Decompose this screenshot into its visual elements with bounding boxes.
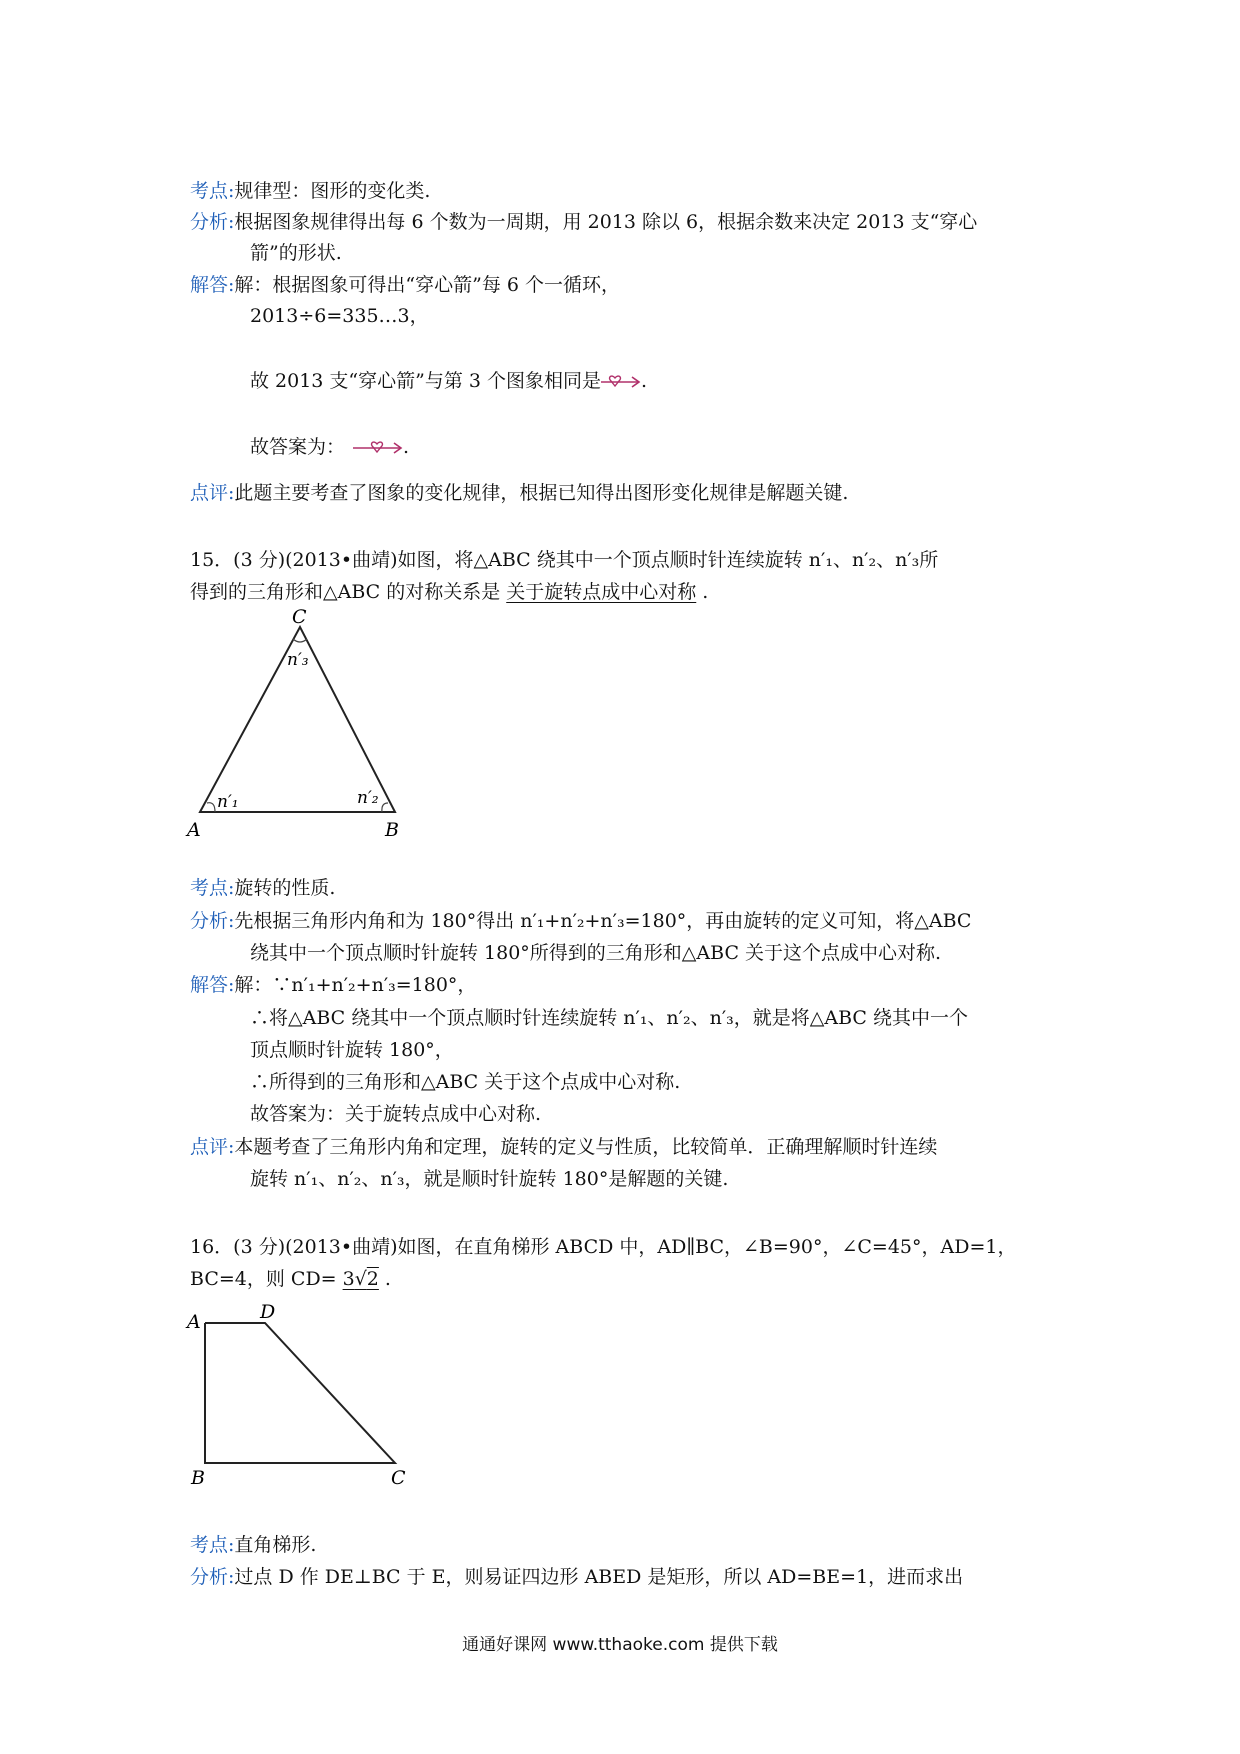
p15-jieda-line2: ∴将△ABC 绕其中一个顶点顺时针连续旋转 n′₁、n′₂、n′₃，就是将△ABC 绕其中一个 — [250, 1007, 968, 1029]
p16-fenxi — [190, 1562, 963, 1592]
dianping-text: 此题主要考查了图象的变化规律，根据已知得出图形变化规律是解题关键. — [234, 482, 849, 504]
p15-jieda-line5: 故答案为：关于旋转点成中心对称. — [250, 1103, 542, 1125]
p15-fenxi-line2: 绕其中一个顶点顺时针旋转 180°所得到的三角形和△ABC 关于这个点成中心对称. — [250, 942, 942, 964]
p16-question-line1: 16．(3 分)(2013•曲靖)如图，在直角梯形 ABCD 中，AD∥BC，∠B=90°，∠C=45°，AD=1， — [190, 1236, 1017, 1258]
fenxi-label: 分析: — [190, 910, 235, 932]
page-footer: 通通好课网 www.tthaoke.com 提供下载 — [462, 1635, 778, 1655]
p15-dianping-line2: 旋转 n′₁、n′₂、n′₃，就是顺时针旋转 180°是解题的关键. — [250, 1168, 729, 1190]
answer-coef: 3 — [342, 1268, 355, 1290]
answer-blank: 关于旋转点成中心对称 — [506, 581, 697, 603]
p15-kaodian — [190, 873, 335, 903]
q-end: . — [702, 581, 709, 603]
jieda-line3-text: 故 2013 支“穿心箭”与第 3 个图象相同是 — [250, 370, 602, 392]
dianping-label: 点评: — [190, 1136, 235, 1158]
answer-blank — [337, 1268, 385, 1290]
p15-jieda-line4: ∴所得到的三角形和△ABC 关于这个点成中心对称. — [250, 1071, 681, 1093]
vertex-a-label: A — [187, 1311, 201, 1333]
angle-a-label: n′₁ — [217, 792, 239, 812]
p15-question-line2 — [190, 577, 708, 607]
p14-jieda-line2: 2013÷6=335…3， — [250, 305, 429, 327]
p14-fenxi-line2: 箭”的形状. — [250, 242, 342, 264]
answer-radicand: 2 — [366, 1268, 379, 1290]
jieda-line4-end: . — [403, 436, 410, 458]
fenxi-text: 根据图象规律得出每 6 个数为一周期，用 2013 除以 6，根据余数来决定 2013 支“穿心 — [234, 211, 978, 233]
trapezoid-figure — [185, 1298, 415, 1488]
q-end: . — [384, 1268, 391, 1290]
fenxi-label: 分析: — [190, 1566, 235, 1588]
p14-jieda-line3 — [250, 366, 647, 396]
p15-jieda-line3: 顶点顺时针旋转 180°， — [250, 1039, 454, 1061]
p15-jieda — [190, 970, 476, 1000]
kaodian-label: 考点: — [190, 1534, 235, 1556]
vertex-b-label: B — [385, 819, 399, 840]
p16-question-line2 — [190, 1264, 391, 1294]
jieda-text: 解：根据图象可得出“穿心箭”每 6 个一循环， — [234, 274, 621, 296]
heart-arrow-icon — [601, 372, 641, 392]
q-text: 得到的三角形和△ABC 的对称关系是 — [190, 581, 501, 603]
kaodian-label: 考点: — [190, 180, 235, 202]
fenxi-text: 先根据三角形内角和为 180°得出 n′₁+n′₂+n′₃=180°，再由旋转的定义可知，将△ABC — [234, 910, 972, 932]
kaodian-text: 直角梯形. — [234, 1534, 317, 1556]
fenxi-label: 分析: — [190, 211, 235, 233]
dianping-label: 点评: — [190, 482, 235, 504]
angle-b-label: n′₂ — [357, 788, 379, 808]
p15-dianping — [190, 1132, 937, 1162]
kaodian-text: 规律型：图形的变化类. — [234, 180, 431, 202]
vertex-a-label: A — [187, 819, 201, 840]
jieda-line3-end: . — [641, 370, 648, 392]
p14-fenxi — [190, 207, 977, 237]
heart-arrow-icon — [353, 438, 403, 458]
angle-c-label: n′₃ — [287, 650, 309, 670]
vertex-d-label: D — [260, 1301, 276, 1323]
kaodian-text: 旋转的性质. — [234, 877, 336, 899]
jieda-label: 解答: — [190, 274, 235, 296]
p14-dianping — [190, 478, 848, 508]
p15-fenxi — [190, 906, 971, 936]
vertex-b-label: B — [191, 1467, 205, 1488]
vertex-c-label: C — [391, 1467, 406, 1488]
q-text: BC=4，则 CD= — [190, 1268, 337, 1290]
p15-question-line1: 15．(3 分)(2013•曲靖)如图，将△ABC 绕其中一个顶点顺时针连续旋转 n′₁、n′₂、n′₃所 — [190, 549, 939, 571]
jieda-text: 解：∵n′₁+n′₂+n′₃=180°， — [234, 974, 477, 996]
dianping-text: 本题考查了三角形内角和定理，旋转的定义与性质，比较简单．正确理解顺时针连续 — [234, 1136, 938, 1158]
jieda-line4-text: 故答案为： — [250, 436, 346, 458]
vertex-c-label: C — [292, 606, 307, 628]
p14-jieda — [190, 270, 620, 300]
sqrt-sign: √ — [354, 1268, 367, 1290]
kaodian-label: 考点: — [190, 877, 235, 899]
triangle-figure — [185, 605, 415, 840]
p14-jieda-line4 — [250, 432, 409, 462]
fenxi-text: 过点 D 作 DE⊥BC 于 E，则易证四边形 ABED 是矩形，所以 AD=BE=1，进而求出 — [234, 1566, 964, 1588]
jieda-label: 解答: — [190, 974, 235, 996]
p16-kaodian — [190, 1530, 316, 1560]
p14-kaodian — [190, 176, 430, 206]
